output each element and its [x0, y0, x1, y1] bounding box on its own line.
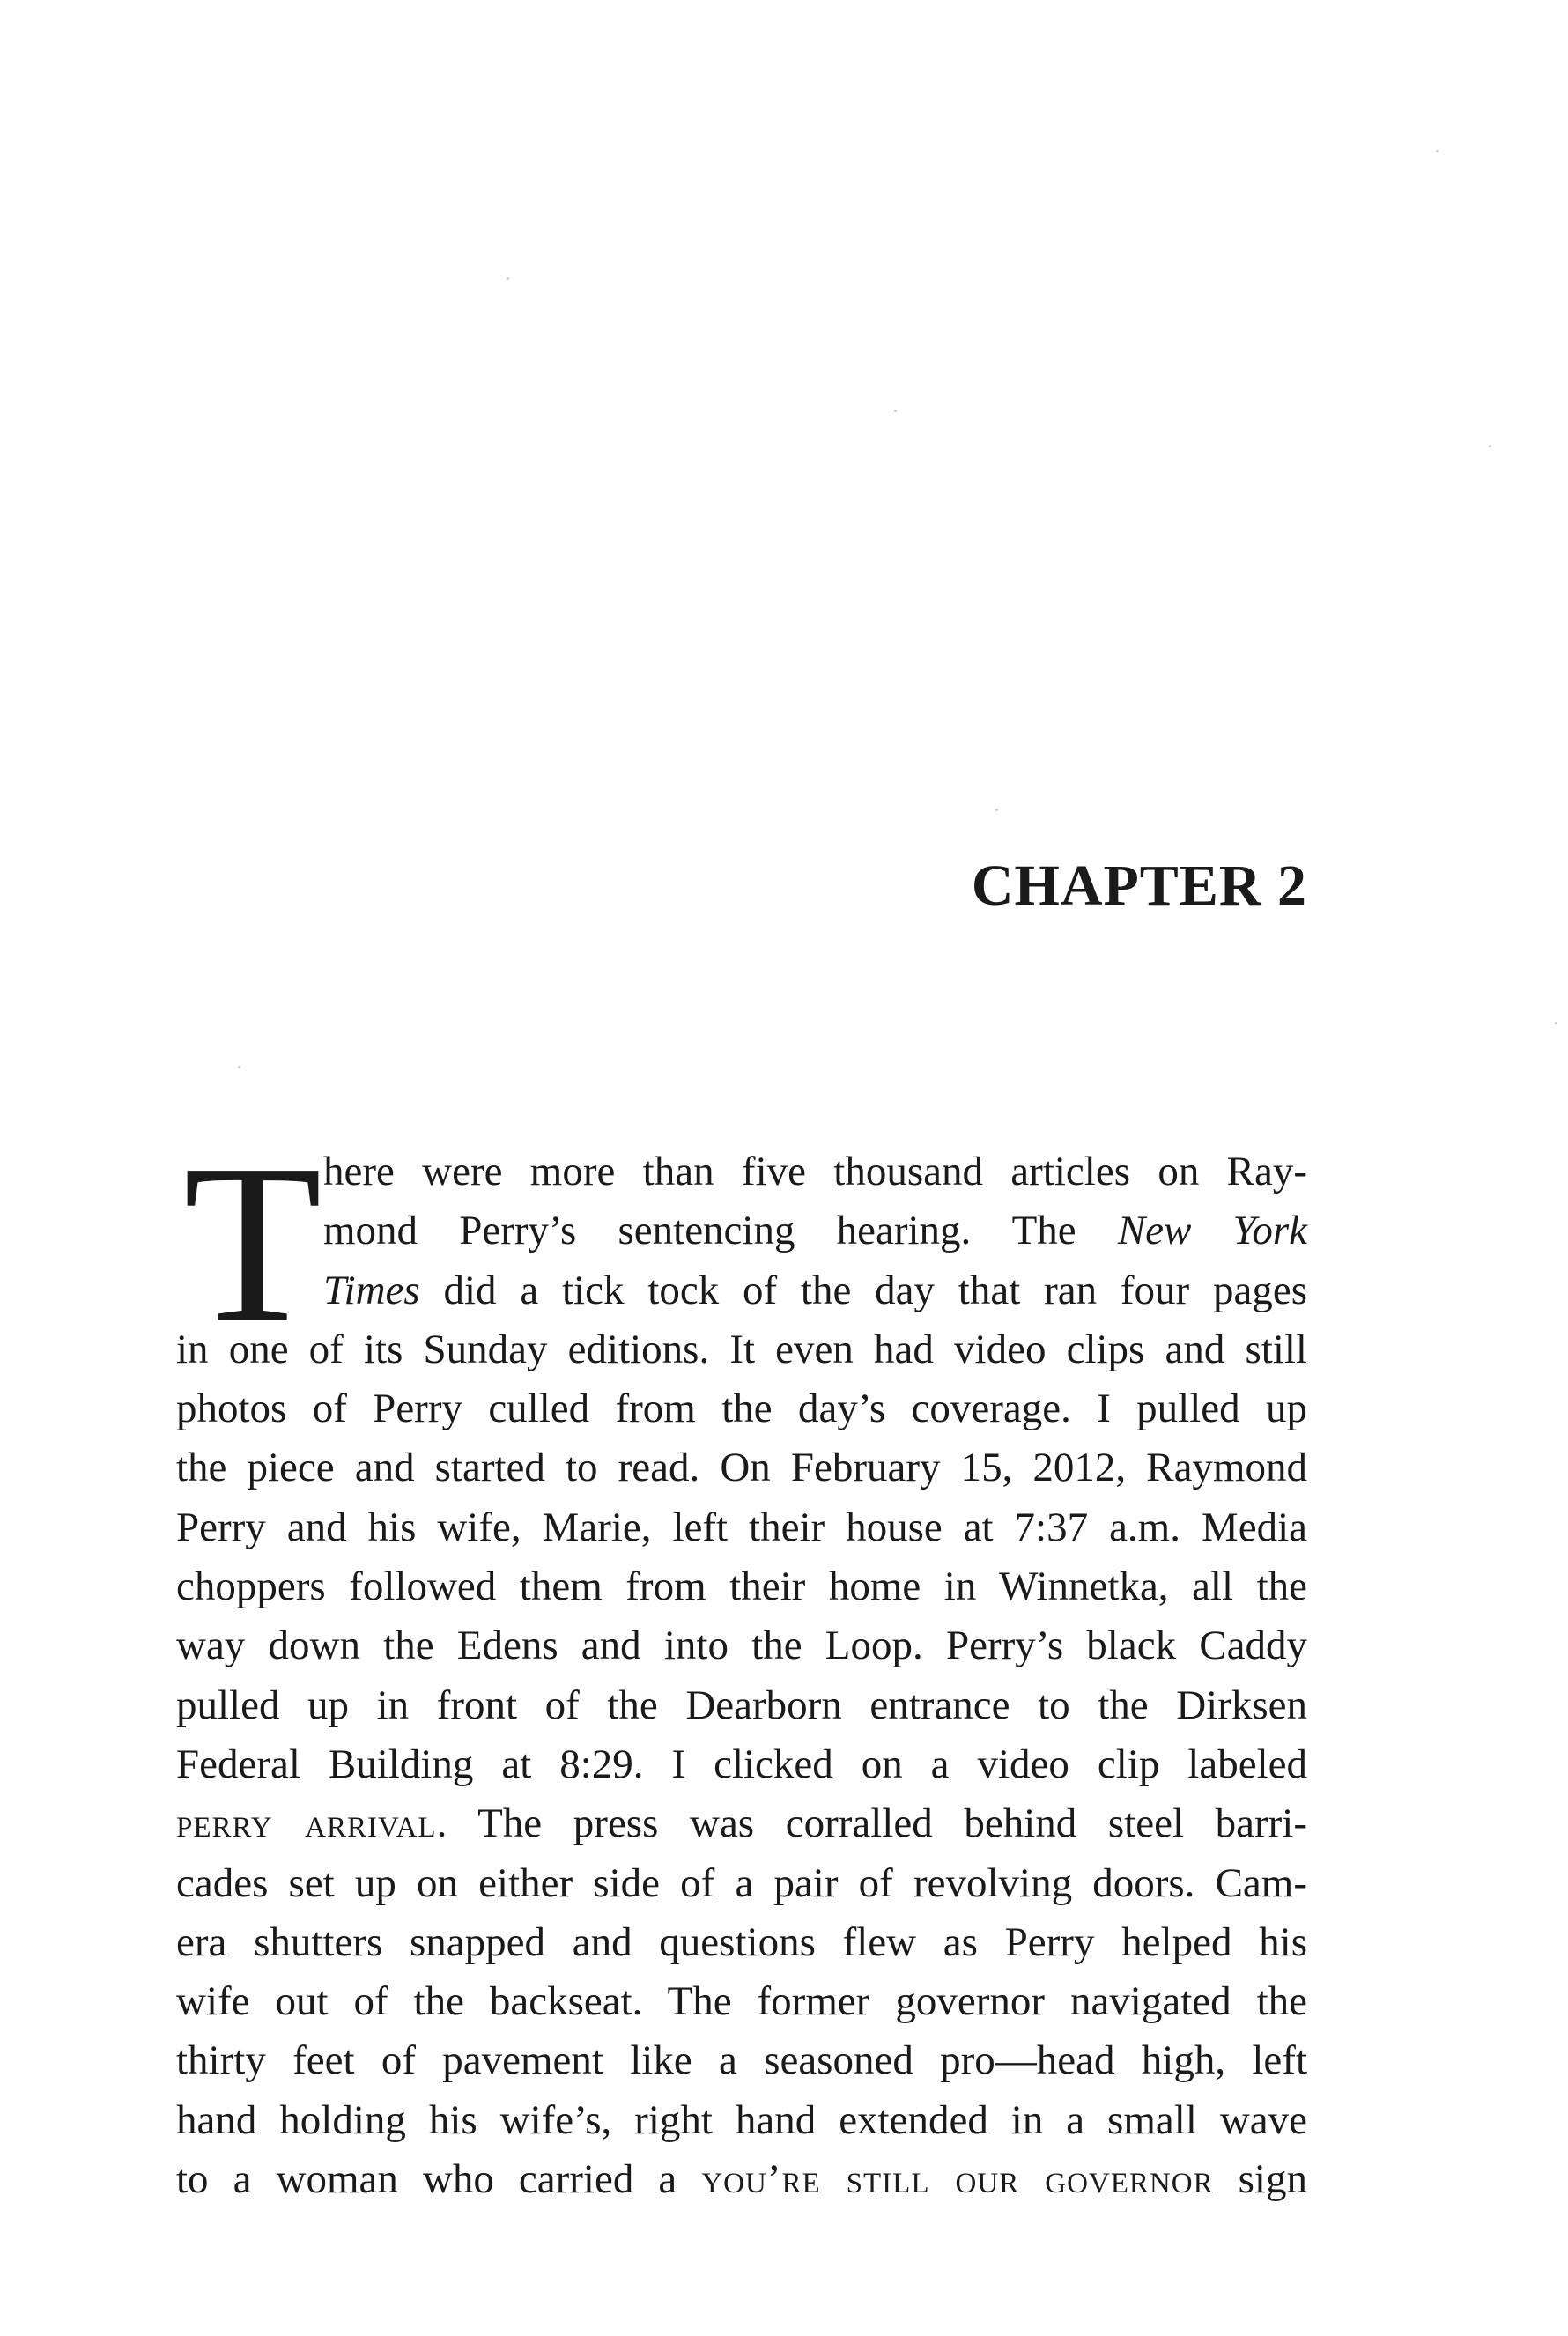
scan-speck [238, 1066, 240, 1068]
text-line [176, 1320, 1307, 1379]
scan-speck [507, 277, 509, 280]
text-line [176, 2150, 1307, 2209]
text-run: era shutters snapped and questions flew as Perry helped his [176, 1918, 1307, 1965]
scan-speck [894, 410, 897, 412]
text-line [176, 1616, 1307, 1675]
text-line [176, 1379, 1307, 1438]
text-line [176, 1676, 1307, 1735]
text-line [176, 1913, 1307, 1972]
text-run: choppers followed them from their home in Winnetka, all the [176, 1563, 1307, 1610]
text-run: way down the Edens and into the Loop. Perry’s black Caddy [176, 1623, 1307, 1669]
text-run: Perry and his wife, Marie, left their house at 7:37 a.m. Media [176, 1504, 1307, 1550]
text-line [176, 1557, 1307, 1616]
text-run: photos of Perry culled from the day’s coverage. I pulled up [176, 1386, 1307, 1432]
text-line [176, 1794, 1307, 1853]
text-line [176, 1854, 1307, 1913]
text-run: wife out of the backseat. The former governor navigated the [176, 1978, 1307, 2025]
text-run: here were more than five thousand articles on Ray- [323, 1149, 1307, 1194]
drop-cap: T [183, 1117, 322, 1369]
text-run: mond Perry’s sentencing hearing. The [323, 1208, 1118, 1254]
text-run: pulled up in front of the Dearborn entrance to the Dirksen [176, 1682, 1307, 1728]
body-paragraph [176, 1117, 1307, 2209]
text-line [323, 1142, 1307, 1201]
text-run: to a woman who carried a [176, 2156, 702, 2203]
text-run: thirty feet of pavement like a seasoned pro—head high, left [176, 2037, 1307, 2084]
small-caps-run: perry arrival [176, 1800, 437, 1847]
text-line [176, 1498, 1307, 1557]
text-run: sign [1213, 2156, 1307, 2203]
text-line [176, 1972, 1307, 2031]
text-run: Federal Building at 8:29. I clicked on a video clip labeled [176, 1741, 1307, 1787]
text-run: the piece and started to read. On February 15, 2012, Raymond [176, 1445, 1307, 1491]
small-caps-run: you’re still our governor [701, 2156, 1214, 2203]
chapter-title: CHAPTER 2 [971, 854, 1307, 918]
text-line [176, 1438, 1307, 1497]
scan-speck [1436, 150, 1439, 152]
text-line [323, 1261, 1307, 1320]
text-line [323, 1201, 1307, 1260]
text-line [176, 2031, 1307, 2090]
scan-speck [1489, 445, 1491, 447]
text-run: in one of its Sunday editions. It even had video clips and still [176, 1326, 1307, 1372]
scan-speck [1555, 1022, 1557, 1024]
text-line [176, 2091, 1307, 2150]
text-run: did a tick tock of the day that ran four pages [419, 1267, 1307, 1313]
text-run: hand holding his wife’s, right hand extended in a small wave [176, 2096, 1307, 2143]
italic-run: Times [323, 1267, 420, 1313]
text-line [176, 1735, 1307, 1794]
text-run: cades set up on either side of a pair of revolving doors. Cam- [176, 1859, 1307, 1906]
scan-speck [995, 809, 998, 811]
italic-run: New York [1117, 1208, 1307, 1254]
text-run: . The press was corralled behind steel barri- [436, 1800, 1307, 1847]
